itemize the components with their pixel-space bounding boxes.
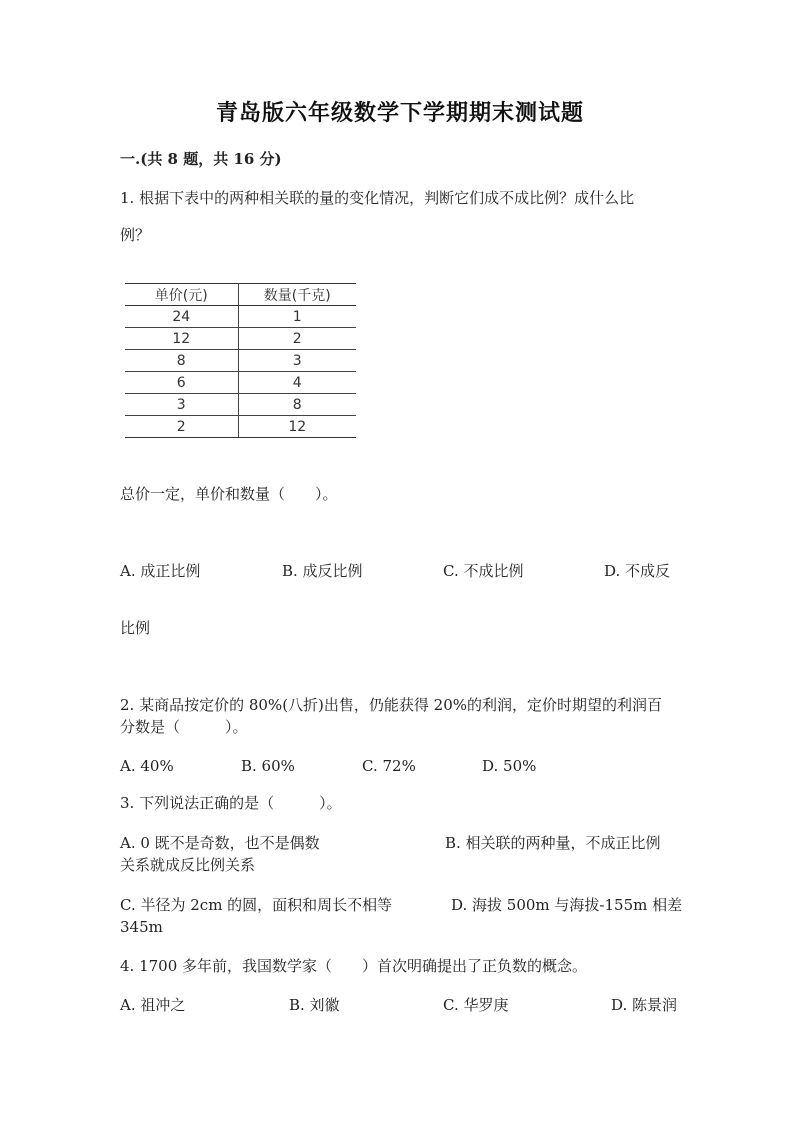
table-cell: 3 [125, 394, 238, 416]
section-heading: 一.(共 8 题，共 16 分) [120, 150, 282, 168]
question-4-option-a[interactable]: A. 祖冲之 [120, 996, 186, 1014]
question-3-option-a[interactable]: A. 0 既不是奇数，也不是偶数 [120, 834, 320, 852]
question-4-text: 4. 1700 多年前，我国数学家（ ）首次明确提出了正负数的概念。 [120, 957, 588, 975]
table-row [125, 306, 356, 328]
table-cell: 2 [125, 416, 238, 438]
question-2-text: 2. 某商品按定价的 80%(八折)出售，仍能获得 20%的利润，定价时期望的利润百 [120, 696, 663, 714]
question-3-option-b[interactable]: B. 相关联的两种量，不成正比例 [445, 834, 661, 852]
question-3-text: 3. 下列说法正确的是（ ）。 [120, 794, 342, 812]
table-cell: 6 [125, 372, 238, 394]
question-1-prompt: 总价一定，单价和数量（ ）。 [120, 485, 338, 503]
question-2-option-d[interactable]: D. 50% [482, 757, 537, 775]
table-cell: 1 [238, 306, 356, 328]
table-cell: 2 [238, 328, 356, 350]
page-title: 青岛版六年级数学下学期期末测试题 [215, 100, 584, 126]
table-row [125, 328, 356, 350]
question-3-option-d-cont: 345m [120, 918, 163, 936]
table-cell: 3 [238, 350, 356, 372]
question-2-option-b[interactable]: B. 60% [241, 757, 295, 775]
question-1-option-d-cont: 比例 [120, 619, 151, 637]
table-cell: 8 [125, 350, 238, 372]
question-2-option-c[interactable]: C. 72% [362, 757, 416, 775]
question-1-option-c[interactable]: C. 不成比例 [443, 562, 524, 580]
table-cell: 8 [238, 394, 356, 416]
table-row [125, 372, 356, 394]
question-1-option-d[interactable]: D. 不成反 [604, 562, 671, 580]
question-2-option-a[interactable]: A. 40% [120, 757, 174, 775]
question-2-text-cont: 分数是（ ）。 [120, 718, 248, 736]
question-4-option-d[interactable]: D. 陈景润 [611, 996, 678, 1014]
question-1-option-b[interactable]: B. 成反比例 [282, 562, 363, 580]
question-3-option-b-cont: 关系就成反比例关系 [120, 856, 256, 874]
question-4-option-c[interactable]: C. 华罗庚 [443, 996, 509, 1014]
table-header-row [125, 284, 356, 306]
table-cell: 12 [125, 328, 238, 350]
question-1-text-cont: 例？ [120, 226, 151, 244]
table-row [125, 350, 356, 372]
table-header-price: 单价(元) [125, 284, 238, 306]
table-header-quantity: 数量(千克) [238, 284, 356, 306]
table-cell: 24 [125, 306, 238, 328]
table-row [125, 394, 356, 416]
table-row [125, 416, 356, 438]
price-quantity-table [125, 283, 356, 438]
question-1-text: 1. 根据下表中的两种相关联的量的变化情况，判断它们成不成比例？成什么比 [120, 189, 635, 207]
question-3-option-c[interactable]: C. 半径为 2cm 的圆，面积和周长不相等 [120, 896, 393, 914]
question-3-option-d[interactable]: D. 海拔 500m 与海拔-155m 相差 [451, 896, 683, 914]
table-cell: 12 [238, 416, 356, 438]
question-1-option-a[interactable]: A. 成正比例 [120, 562, 201, 580]
table-cell: 4 [238, 372, 356, 394]
question-4-option-b[interactable]: B. 刘徽 [289, 996, 340, 1014]
